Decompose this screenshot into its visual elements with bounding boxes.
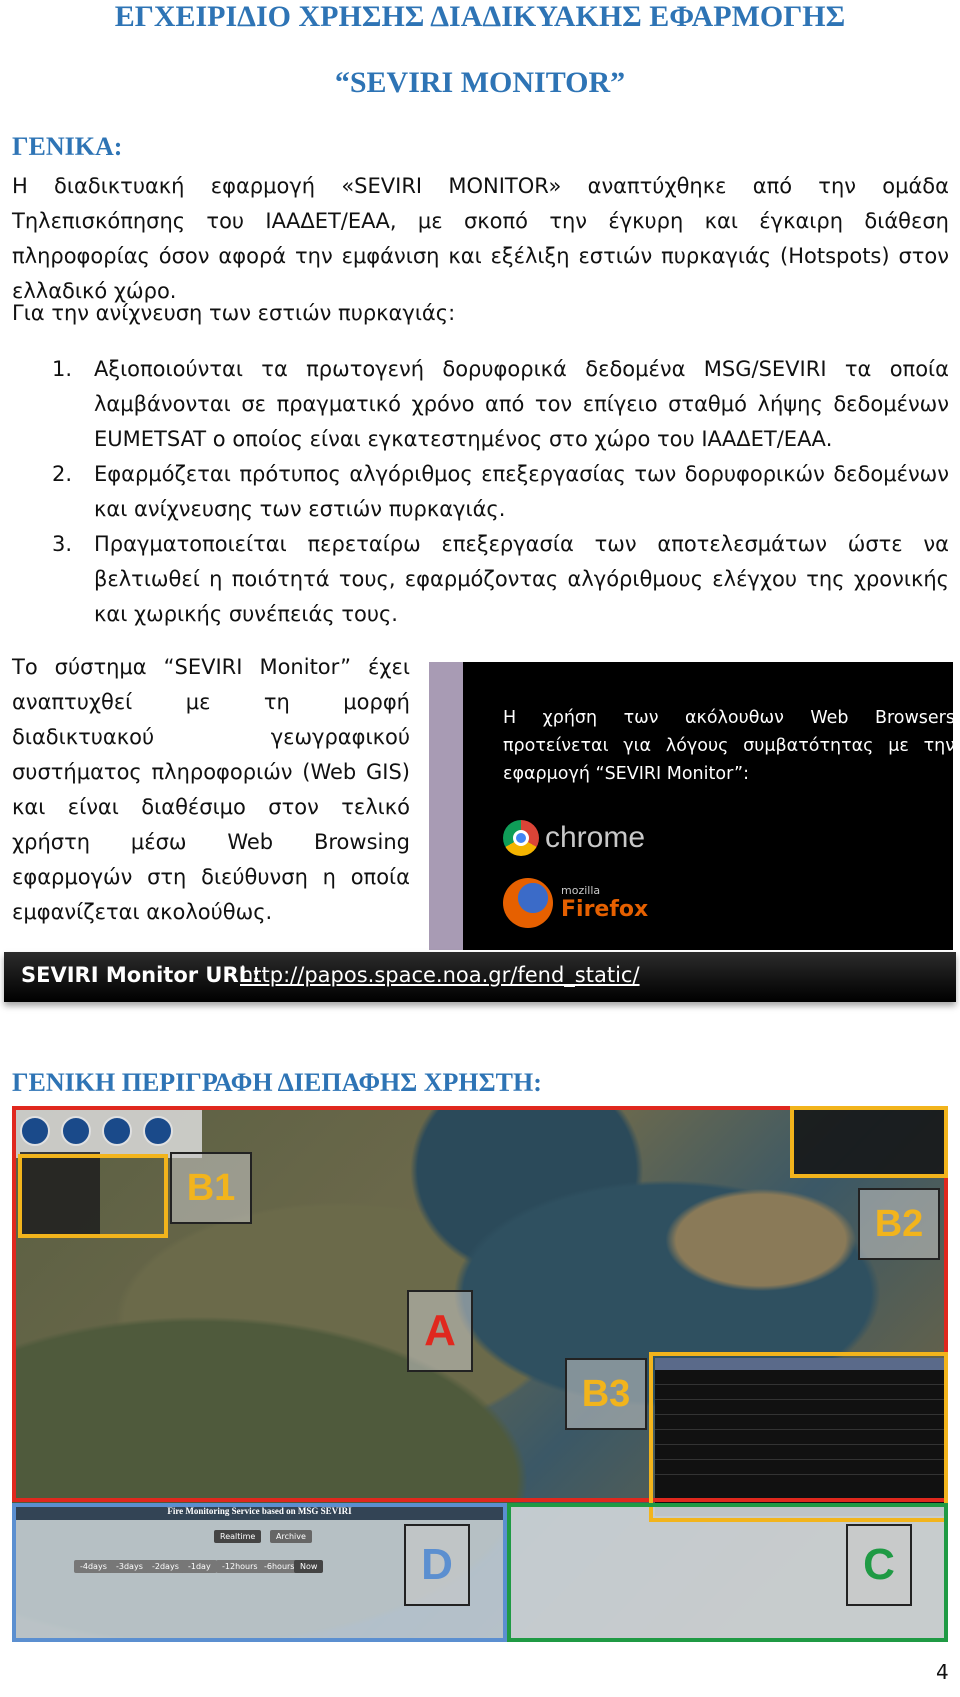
page-number: 4	[936, 1660, 949, 1684]
document-title-line2: “SEVIRI MONITOR”	[334, 66, 626, 99]
region-b2-frame	[790, 1106, 948, 1178]
seviri-monitor-link[interactable]: http://papos.space.noa.gr/fend_static/	[240, 963, 640, 987]
time-button: -2days	[146, 1560, 185, 1573]
detection-intro: Για την ανίχνευση των εστιών πυρκαγιάς:	[12, 301, 456, 325]
chrome-icon	[503, 820, 539, 856]
region-b3-frame	[649, 1352, 948, 1522]
time-button: -4days	[74, 1560, 113, 1573]
list-item	[12, 527, 949, 632]
realtime-button: Realtime	[214, 1530, 261, 1543]
now-button: Now	[294, 1560, 323, 1573]
document-title-line1: ΕΓΧΕΙΡΙΔΙΟ ΧΡΗΣΗΣ ΔΙΑΔΙΚΥΑΚΗΣ ΕΦΑΡΜΟΓΗΣ	[114, 0, 846, 33]
browser-recommendation-box	[429, 662, 953, 950]
list-item	[12, 352, 949, 457]
section-heading-general: ΓΕΝΙΚΑ:	[12, 132, 123, 161]
archive-button: Archive	[270, 1530, 312, 1543]
steps-list	[12, 352, 949, 632]
firefox-icon	[503, 878, 553, 928]
region-label-b2: B2	[858, 1188, 940, 1260]
chrome-wordmark: chrome	[545, 821, 646, 854]
list-item-text: Εφαρμόζεται πρότυπος αλγόριθμος επεξεργασίας των δορυφορικών δεδομένων και ανίχνευσης των εστιών πυρκαγιάς.	[94, 462, 949, 521]
list-item	[12, 457, 949, 527]
system-paragraph: Το σύστημα “SEVIRI Monitor” έχει αναπτυχθεί με τη μορφή διαδικτυακού γεωγραφικού συστήματος πληροφοριών (Web GIS) και είναι διαθέσιμο στον τελικό χρήστη μέσω Web Browsing εφαρμογών στη διεύθυνση η οποία εμφανίζεται ακολούθως.	[12, 655, 410, 924]
list-item-text: Αξιοποιούνται τα πρωτογενή δορυφορικά δεδομένα MSG/SEVIRI τα οποία λαμβάνονται σε πραγματικό χρόνο από τον επίγειο σταθμό λήψης δεδομένων EUMETSAT ο οποίος είναι εγκατεστημένος στο χώρο του ΙΑΑΔΕΤ/ΕΑΑ.	[94, 357, 949, 451]
time-button: -3days	[110, 1560, 149, 1573]
chrome-logo-row	[503, 820, 645, 856]
list-number: 3.	[52, 532, 73, 556]
firefox-mozilla-text: mozilla	[561, 884, 601, 897]
list-number: 1.	[52, 357, 73, 381]
section-heading-interface: ΓΕΝΙΚΗ ΠΕΡΙΓΡΑΦΗ ΔΙΕΠΑΦΗΣ ΧΡΗΣΤΗ:	[12, 1068, 542, 1097]
list-item-text: Πραγματοποιείται περεταίρω επεξεργασία των αποτελεσμάτων ώστε να βελτιωθεί η ποιότητά τους, εφαρμόζοντας αλγόριθμους ελέγχου της χρονικής και χωρικής συνέπειάς τους.	[94, 532, 949, 626]
service-title-bar: Fire Monitoring Service based on MSG SEVIRI	[12, 1506, 507, 1520]
region-label-c: C	[846, 1524, 912, 1606]
region-label-a: A	[407, 1290, 473, 1372]
firefox-wordmark: Firefox	[561, 897, 649, 922]
url-label: SEVIRI Monitor URL:	[21, 963, 261, 987]
list-number: 2.	[52, 462, 73, 486]
region-label-b1: B1	[170, 1152, 252, 1224]
time-button: -12hours	[216, 1560, 264, 1573]
time-button: -6hours	[258, 1560, 300, 1573]
intro-paragraph: Η διαδικτυακή εφαρμογή «SEVIRI MONITOR» αναπτύχθηκε από την ομάδα Τηλεπισκόπησης του ΙΑΑΔΕΤ/ΕΑΑ, με σκοπό την έγκυρη και έγκαιρη διάθεση πληροφορίας όσον αφορά την εμφάνιση και εξέλιξη εστιών πυρκαγιάς (Hotspots) στον ελλαδικό χώρο.	[12, 174, 949, 303]
time-button: -1day	[182, 1560, 217, 1573]
region-label-d: D	[404, 1524, 470, 1606]
firefox-logo-row	[503, 878, 648, 928]
browser-note: Η χρήση των ακόλουθων Web Browsers προτείνεται για λόγους συμβατότητας με την εφαρμογή “SEVIRI Monitor”:	[503, 708, 955, 784]
url-bar	[4, 952, 956, 1002]
interface-screenshot	[12, 1106, 948, 1642]
region-label-b3: B3	[565, 1358, 647, 1430]
region-b1-frame	[18, 1154, 168, 1238]
